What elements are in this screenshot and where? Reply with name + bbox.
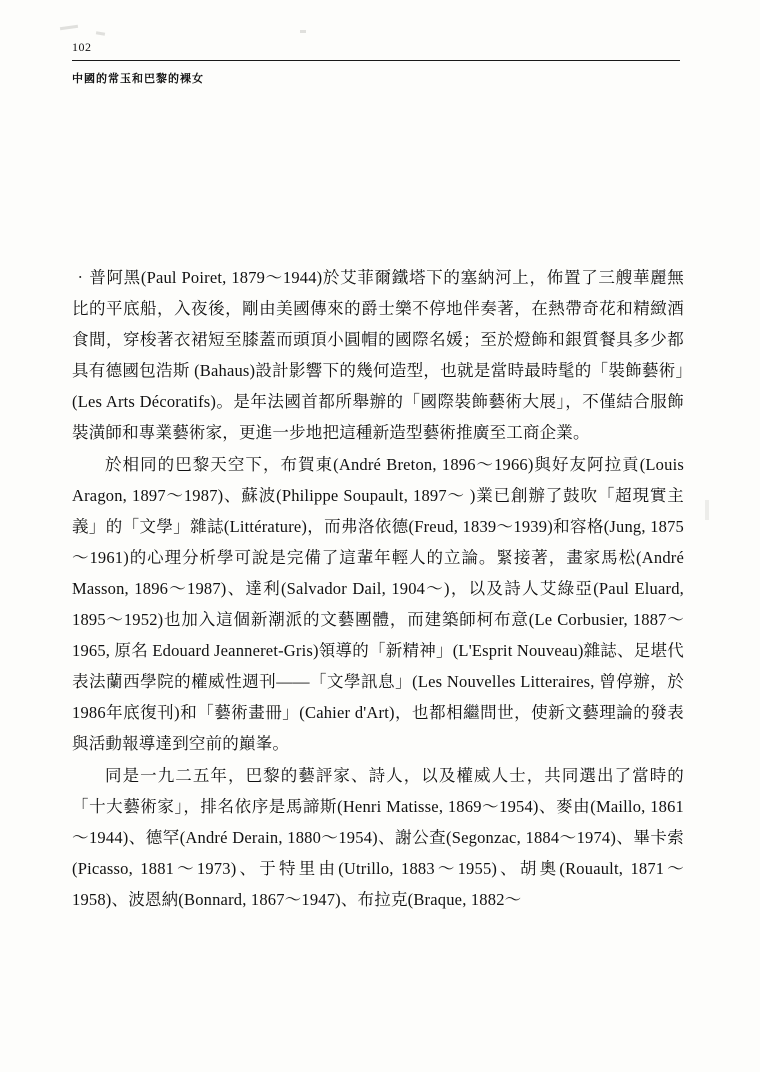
- header-divider: [72, 60, 680, 61]
- scan-artifact: [300, 30, 306, 33]
- paragraph: ‧普阿黑(Paul Poiret, 1879～1944)於艾菲爾鐵塔下的塞納河上，佈置了三艘華麗無比的平底船，入夜後，剛由美國傳來的爵士樂不停地伴奏著，在熱帶奇花和精緻酒食間，穿梭著衣裙短至膝蓋而頭頂小圓帽的國際名媛；至於燈飾和銀質餐具多少都具有德國包浩斯 (Bahaus)設計影響下的幾何造型，也就是當時最時髦的「裝飾藝術」(Les Arts Décoratifs)。是年法國首都所舉辦的「國際裝飾藝術大展」，不僅結合服飾裝潢師和專業藝術家，更進一步地把這種新造型藝術推廣至工商企業。: [72, 268, 684, 442]
- paragraph: 同是一九二五年，巴黎的藝評家、詩人，以及權威人士，共同選出了當時的「十大藝術家」，排名依序是馬諦斯(Henri Matisse, 1869～1954)、麥由(Maillo, 1861～1944)、德罕(André Derain, 1880～1954)、謝公查(Segonzac, 1884～1974)、畢卡索(Picasso, 1881～1973)、于特里由(Utrillo, 1883～1955)、胡奧(Rouault, 1871～1958)、波恩納(Bonnard, 1867～1947)、布拉克(Braque, 1882～: [72, 766, 684, 909]
- page-header: [72, 40, 680, 86]
- scan-artifact: [705, 500, 709, 520]
- paragraph: 於相同的巴黎天空下，布賀東(André Breton, 1896～1966)與好友阿拉貢(Louis Aragon, 1897～1987)、蘇波(Philippe Soupault, 1897～ )業已創辦了鼓吹「超現實主義」的「文學」雜誌(Littérature)，而弗洛依德(Freud, 1839～1939)和容格(Jung, 1875～1961)的心理分析學可說是完備了這輩年輕人的立論。緊接著，畫家馬松(André Masson, 1896～1987)、達利(Salvador Dail, 1904～)，以及詩人艾綠亞(Paul Eluard, 1895～1952)也加入這個新潮派的文藝團體，而建築師柯布意(Le Corbusier, 1887～1965, 原名 Edouard Jeanneret-Gris)領導的「新精神」(L'Esprit Nouveau)雜誌、足堪代表法蘭西學院的權威性週刊——「文學訊息」(Les Nouvelles Litteraires, 曾停辦，於1986年底復刊)和「藝術畫冊」(Cahier d'Art)，也都相繼問世，使新文藝理論的發表與活動報導達到空前的巔峯。: [72, 455, 684, 753]
- page-number: 102: [72, 40, 92, 54]
- body-text: [72, 262, 684, 916]
- scan-artifact: [96, 31, 105, 36]
- running-head: 中國的常玉和巴黎的裸女: [72, 72, 204, 85]
- scan-artifact: [60, 25, 78, 30]
